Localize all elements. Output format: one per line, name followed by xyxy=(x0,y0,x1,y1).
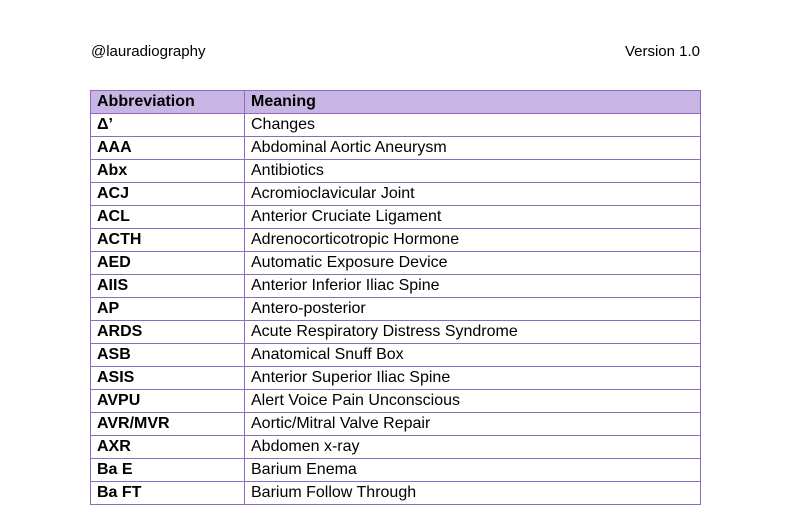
page-header xyxy=(91,42,700,62)
table-row xyxy=(91,160,701,183)
abbreviation-cell: ARDS xyxy=(91,321,245,344)
abbreviation-cell: ACTH xyxy=(91,229,245,252)
meaning-cell: Barium Follow Through xyxy=(245,482,701,505)
column-header-abbreviation: Abbreviation xyxy=(91,91,245,114)
table-row xyxy=(91,390,701,413)
meaning-cell: Aortic/Mitral Valve Repair xyxy=(245,413,701,436)
meaning-cell: Antero-posterior xyxy=(245,298,701,321)
meaning-cell: Anterior Superior Iliac Spine xyxy=(245,367,701,390)
abbreviations-table-container xyxy=(90,90,700,505)
author-handle: @lauradiography xyxy=(91,43,206,60)
abbreviation-cell: ACL xyxy=(91,206,245,229)
column-header-meaning: Meaning xyxy=(245,91,701,114)
table-header-row xyxy=(91,91,701,114)
meaning-cell: Anterior Inferior Iliac Spine xyxy=(245,275,701,298)
meaning-cell: Automatic Exposure Device xyxy=(245,252,701,275)
meaning-cell: Changes xyxy=(245,114,701,137)
abbreviations-table xyxy=(90,90,701,505)
abbreviation-cell: AED xyxy=(91,252,245,275)
table-row xyxy=(91,275,701,298)
version-label: Version 1.0 xyxy=(624,43,700,60)
abbreviation-cell: AP xyxy=(91,298,245,321)
abbreviation-cell: ASIS xyxy=(91,367,245,390)
abbreviation-cell: AVR/MVR xyxy=(91,413,245,436)
table-row xyxy=(91,183,701,206)
meaning-cell: Barium Enema xyxy=(245,459,701,482)
table-row xyxy=(91,252,701,275)
meaning-cell: Abdomen x-ray xyxy=(245,436,701,459)
abbreviation-cell: Ba E xyxy=(91,459,245,482)
table-row xyxy=(91,206,701,229)
meaning-cell: Anatomical Snuff Box xyxy=(245,344,701,367)
table-row xyxy=(91,229,701,252)
table-row xyxy=(91,436,701,459)
table-row xyxy=(91,413,701,436)
meaning-cell: Anterior Cruciate Ligament xyxy=(245,206,701,229)
meaning-cell: Acute Respiratory Distress Syndrome xyxy=(245,321,701,344)
meaning-cell: Antibiotics xyxy=(245,160,701,183)
table-row xyxy=(91,321,701,344)
abbreviation-cell: Δ’ xyxy=(91,114,245,137)
table-row xyxy=(91,344,701,367)
abbreviation-cell: AVPU xyxy=(91,390,245,413)
abbreviation-cell: AAA xyxy=(91,137,245,160)
abbreviation-cell: Ba FT xyxy=(91,482,245,505)
table-row xyxy=(91,459,701,482)
abbreviation-cell: ACJ xyxy=(91,183,245,206)
meaning-cell: Abdominal Aortic Aneurysm xyxy=(245,137,701,160)
meaning-cell: Alert Voice Pain Unconscious xyxy=(245,390,701,413)
abbreviation-cell: ASB xyxy=(91,344,245,367)
table-row xyxy=(91,114,701,137)
abbreviation-cell: AIIS xyxy=(91,275,245,298)
table-row xyxy=(91,298,701,321)
meaning-cell: Adrenocorticotropic Hormone xyxy=(245,229,701,252)
table-row xyxy=(91,367,701,390)
table-row xyxy=(91,137,701,160)
table-row xyxy=(91,482,701,505)
meaning-cell: Acromioclavicular Joint xyxy=(245,183,701,206)
abbreviation-cell: AXR xyxy=(91,436,245,459)
abbreviation-cell: Abx xyxy=(91,160,245,183)
